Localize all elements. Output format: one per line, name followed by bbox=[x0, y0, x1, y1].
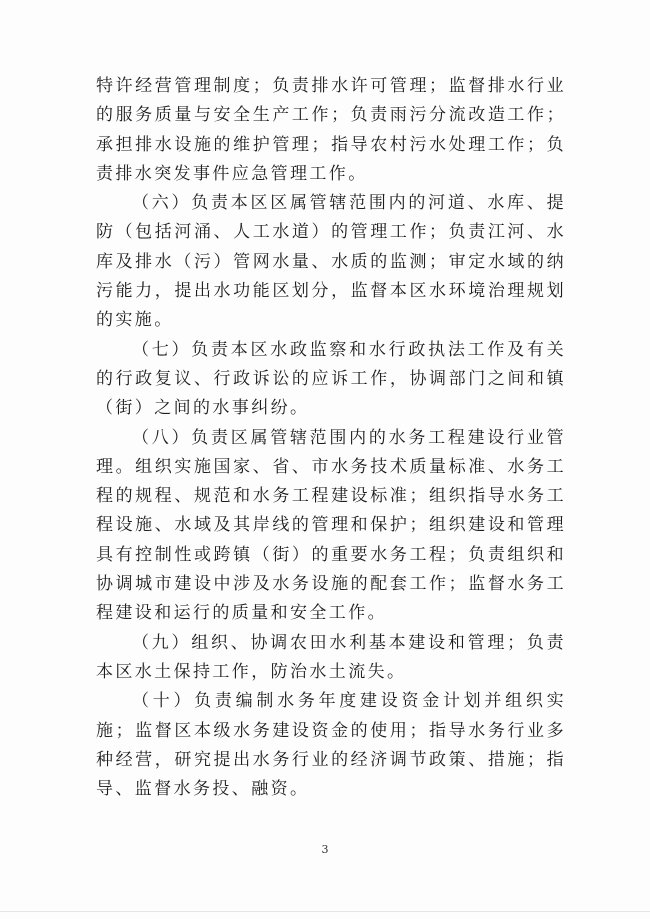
document-body bbox=[96, 72, 566, 804]
paragraph-item-6: （六）负责本区区属管辖范围内的河道、水库、提防（包括河涌、人工水道）的管理工作；负责江河、水库及排水（污）管网水量、水质的监测；审定水域的纳污能力，提出水功能区划分，监督本区水环境治理规划的实施。 bbox=[96, 193, 566, 331]
page-number: 3 bbox=[321, 843, 329, 856]
paragraph-item-7: （七）负责本区水政监察和水行政执法工作及有关的行政复议、行政诉讼的应诉工作，协调部门之间和镇（街）之间的水事纠纷。 bbox=[96, 339, 566, 419]
scan-bottom-edge bbox=[0, 911, 650, 912]
paragraph-item-8: （八）负责区属管辖范围内的水务工程建设行业管理。组织实施国家、省、市水务技术质量标准、水务工程的规程、规范和水务工程建设标准；组织指导水务工程设施、水域及其岸线的管理和保护；组织建设和管理具有控制性或跨镇（街）的重要水务工程；负责组织和协调城市建设中涉及水务设施的配套工作；监督水务工程建设和运行的质量和安全工作。 bbox=[96, 427, 566, 624]
paragraph-continued: 特许经营管理制度；负责排水许可管理；监督排水行业的服务质量与安全生产工作；负责雨污分流改造工作；承担排水设施的维护管理；指导农村污水处理工作；负责排水突发事件应急管理工作。 bbox=[96, 76, 566, 184]
paragraph-item-10: （十）负责编制水务年度建设资金计划并组织实施；监督区本级水务建设资金的使用；指导水务行业多种经营，研究提出水务行业的经济调节政策、措施；指导、监督水务投、融资。 bbox=[96, 691, 566, 800]
paragraph-item-9: （九）组织、协调农田水利基本建设和管理；负责本区水土保持工作，防治水土流失。 bbox=[96, 632, 566, 682]
